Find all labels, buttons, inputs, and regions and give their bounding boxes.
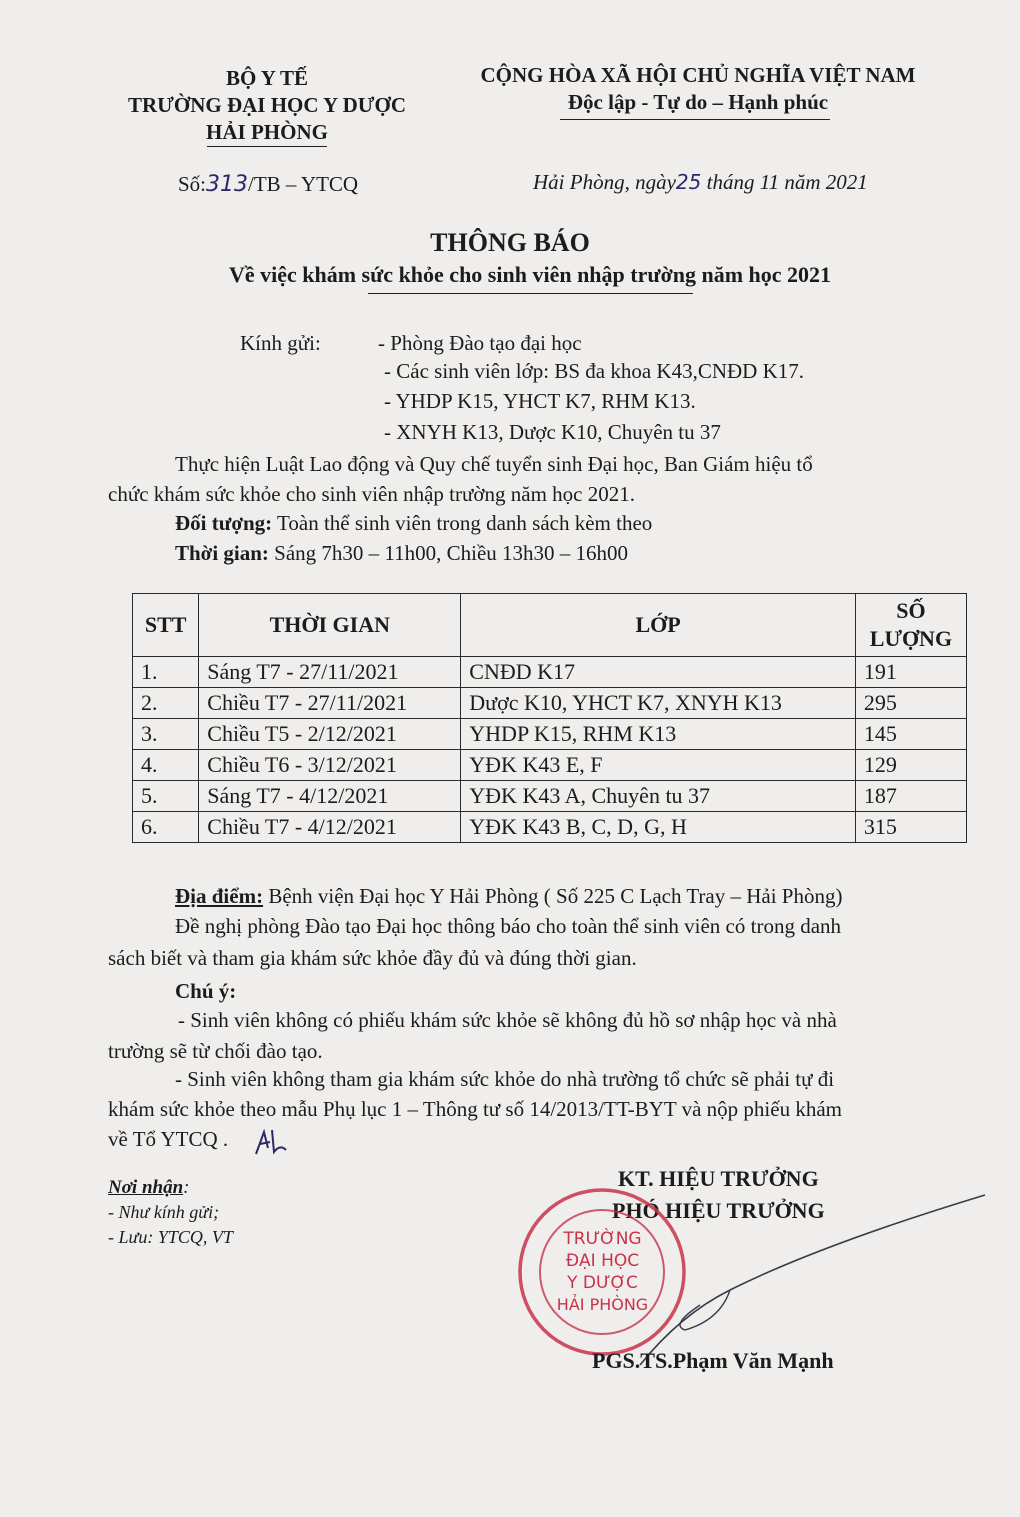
- national-motto: Độc lập - Tự do – Hạnh phúc: [567, 90, 829, 114]
- intro-line1: Thực hiện Luật Lao động và Quy chế tuyển sinh Đại học, Ban Giám hiệu tổ: [175, 452, 813, 476]
- request-line2: sách biết và tham gia khám sức khỏe đầy đủ và đúng thời gian.: [108, 946, 637, 970]
- date-suffix: tháng 11 năm 2021: [706, 170, 868, 194]
- cell-stt: 3.: [133, 719, 199, 750]
- schedule-table: [132, 593, 967, 843]
- cell-class: YHDP K15, RHM K13: [461, 719, 856, 750]
- table-row: [133, 781, 967, 812]
- document-subtitle: Về việc khám sức khỏe cho sinh viên nhập trường năm học 2021: [228, 262, 832, 287]
- cell-stt: 2.: [133, 688, 199, 719]
- school-name-line2: HẢI PHÒNG: [206, 120, 328, 144]
- header-right-underline: [560, 119, 830, 120]
- note2-line3: về Tổ YTCQ .: [108, 1127, 229, 1151]
- cell-stt: 1.: [133, 657, 199, 688]
- cell-count: 191: [855, 657, 966, 688]
- document-title: THÔNG BÁO: [430, 228, 590, 257]
- cell-stt: 6.: [133, 812, 199, 843]
- time-line: [175, 541, 628, 566]
- doc-number-prefix: Số:: [178, 172, 207, 196]
- col-header-count: SỐ LƯỢNG: [855, 594, 966, 657]
- footer-recipient-item: - Lưu: YTCQ, VT: [108, 1227, 233, 1247]
- school-name-line1: TRƯỜNG ĐẠI HỌC Y DƯỢC: [127, 93, 407, 117]
- cell-class: YĐK K43 B, C, D, G, H: [461, 812, 856, 843]
- cell-class: Dược K10, YHCT K7, XNYH K13: [461, 688, 856, 719]
- sign-title-1: KT. HIỆU TRƯỞNG: [618, 1166, 819, 1191]
- cell-time: Sáng T7 - 27/11/2021: [199, 657, 461, 688]
- location-value: Bệnh viện Đại học Y Hải Phòng ( Số 225 C Lạch Tray – Hải Phòng): [263, 884, 843, 908]
- note1-line1: - Sinh viên không có phiếu khám sức khỏe sẽ không đủ hồ sơ nhập học và nhà: [178, 1008, 837, 1032]
- cell-class: CNĐD K17: [461, 657, 856, 688]
- initials-signature: [250, 1126, 290, 1158]
- cell-count: 187: [855, 781, 966, 812]
- table-header-row: [133, 594, 967, 657]
- notes-label: Chú ý:: [175, 979, 237, 1003]
- footer-recipient-item: - Như kính gửi;: [108, 1202, 220, 1222]
- cell-count: 145: [855, 719, 966, 750]
- location-line: [175, 884, 842, 909]
- cell-stt: 4.: [133, 750, 199, 781]
- seal-line3: Y DƯỢC: [567, 1273, 638, 1293]
- doc-number-handwritten: 313: [206, 172, 249, 197]
- doc-number-suffix: /TB – YTCQ: [248, 172, 359, 196]
- target-value: Toàn thể sinh viên trong danh sách kèm theo: [272, 511, 653, 535]
- cell-time: Sáng T7 - 4/12/2021: [199, 781, 461, 812]
- subtitle-underline: [368, 293, 693, 294]
- document-number: [178, 172, 358, 197]
- recipient-item: - XNYH K13, Dược K10, Chuyên tu 37: [384, 420, 721, 444]
- cell-count: 315: [855, 812, 966, 843]
- document-date: [533, 170, 868, 195]
- cell-stt: 5.: [133, 781, 199, 812]
- cell-count: 129: [855, 750, 966, 781]
- table-row: [133, 750, 967, 781]
- header-left-underline: [207, 146, 327, 147]
- target-label: Đối tượng:: [175, 511, 273, 535]
- seal-line2: ĐẠI HỌC: [565, 1251, 640, 1271]
- cell-count: 295: [855, 688, 966, 719]
- note2-line1: - Sinh viên không tham gia khám sức khỏe do nhà trường tổ chức sẽ phải tự đi: [175, 1067, 835, 1091]
- time-label: Thời gian:: [175, 541, 269, 565]
- ministry-name: BỘ Y TẾ: [225, 66, 309, 90]
- intro-line2: chức khám sức khỏe cho sinh viên nhập trường năm học 2021.: [108, 482, 635, 506]
- col-header-time: THỜI GIAN: [199, 594, 461, 657]
- footer-recipients-label-text: Nơi nhận: [108, 1177, 184, 1198]
- cell-class: YĐK K43 A, Chuyên tu 37: [461, 781, 856, 812]
- table-row: [133, 688, 967, 719]
- cell-class: YĐK K43 E, F: [461, 750, 856, 781]
- cell-time: Chiều T5 - 2/12/2021: [199, 719, 461, 750]
- recipient-item: - YHDP K15, YHCT K7, RHM K13.: [384, 389, 696, 413]
- signer-name: PGS.TS.Phạm Văn Mạnh: [592, 1348, 834, 1373]
- target-line: [175, 511, 652, 536]
- note2-line2: khám sức khỏe theo mẫu Phụ lục 1 – Thông tư số 14/2013/TT-BYT và nộp phiếu khám: [108, 1097, 842, 1121]
- date-prefix: Hải Phòng, ngày: [533, 170, 676, 194]
- col-header-stt: STT: [133, 594, 199, 657]
- footer-recipients-label: [108, 1177, 189, 1199]
- table-row: [133, 812, 967, 843]
- col-header-class: LỚP: [461, 594, 856, 657]
- recipients-label: Kính gửi:: [240, 331, 321, 355]
- footer-recipients-colon: :: [183, 1177, 190, 1198]
- recipient-item: - Phòng Đào tạo đại học: [378, 331, 582, 355]
- table-row: [133, 657, 967, 688]
- country-name: CỘNG HÒA XÃ HỘI CHỦ NGHĨA VIỆT NAM: [480, 63, 916, 87]
- cell-time: Chiều T7 - 27/11/2021: [199, 688, 461, 719]
- request-line1: Đề nghị phòng Đào tạo Đại học thông báo cho toàn thể sinh viên có trong danh: [175, 914, 842, 938]
- time-value: Sáng 7h30 – 11h00, Chiều 13h30 – 16h00: [268, 541, 629, 565]
- seal-line1: TRƯỜNG: [563, 1229, 642, 1249]
- cell-time: Chiều T6 - 3/12/2021: [199, 750, 461, 781]
- table-row: [133, 719, 967, 750]
- seal-line4: HẢI PHÒNG: [556, 1295, 649, 1314]
- school-seal: [515, 1185, 690, 1360]
- recipient-item: - Các sinh viên lớp: BS đa khoa K43,CNĐD K17.: [384, 359, 804, 383]
- cell-time: Chiều T7 - 4/12/2021: [199, 812, 461, 843]
- date-day-handwritten: 25: [675, 170, 702, 194]
- note1-line2: trường sẽ từ chối đào tạo.: [108, 1039, 323, 1063]
- sign-title-2: PHÓ HIỆU TRƯỞNG: [612, 1198, 825, 1223]
- location-label: Địa điểm:: [175, 884, 264, 908]
